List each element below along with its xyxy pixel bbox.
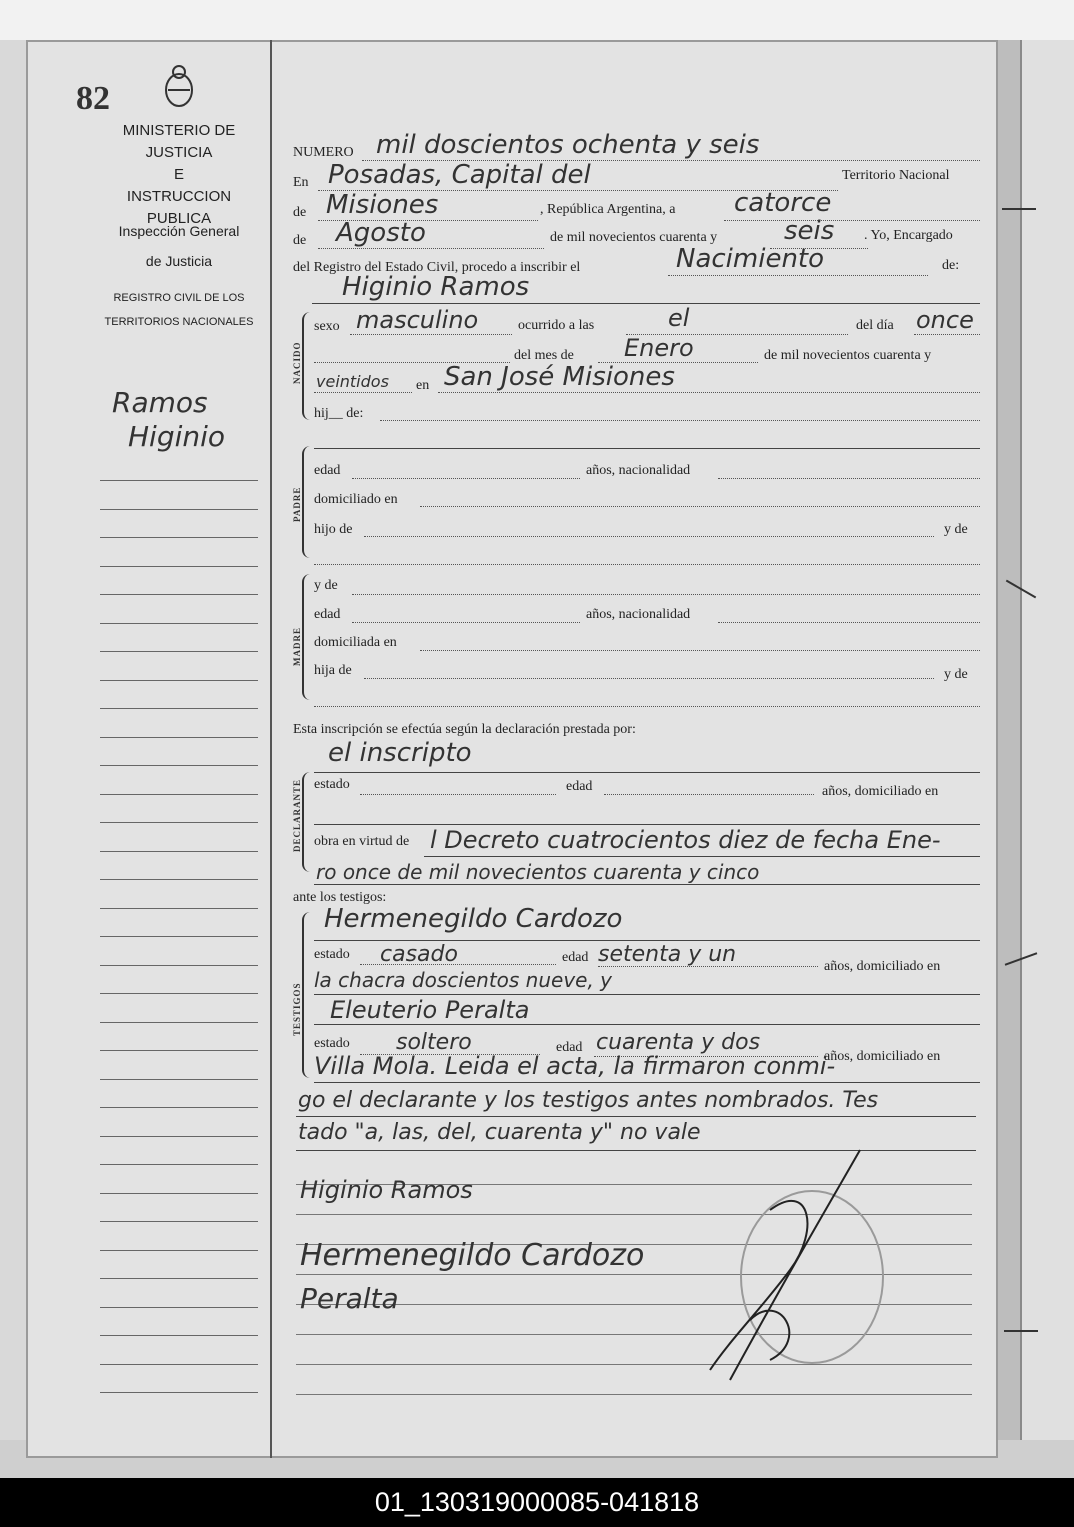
testigo2-nombre: Eleuterio Peralta (330, 996, 530, 1024)
en-value: Posadas, Capital del (328, 160, 591, 190)
testigo1-edad-label: edad (562, 950, 589, 965)
registry-line: TERRITORIOS NACIONALES (104, 316, 254, 328)
declarante-edad-line (604, 794, 814, 795)
book-top-edge (0, 0, 1074, 40)
book-spine (998, 40, 1020, 1460)
margin-ruled-line (100, 651, 258, 652)
testigo2-dom-line (314, 1082, 980, 1083)
obra-label: obra en virtud de (314, 834, 410, 849)
territorio-label: Territorio Nacional (842, 168, 950, 183)
testigo1-domicilio: la chacra doscientos nueve, y (314, 968, 613, 992)
signature-testigo2: Peralta (300, 1282, 399, 1315)
margin-ruled-line (100, 1221, 258, 1222)
madre-y-de2-label: y de (944, 667, 968, 682)
declarante-section-label: DECLARANTE (292, 778, 302, 852)
anio-nac-value: veintidos (316, 372, 389, 391)
obra-value-2: ro once de mil novecientos cuarenta y cinco (316, 860, 760, 884)
hijo-de-label: hijo de (314, 522, 353, 537)
signature-ruled-line (296, 1364, 972, 1365)
registry-line: REGISTRO CIVIL DE LOS (113, 292, 245, 304)
padre-y-de-label: y de (944, 522, 968, 537)
del-dia-value: once (916, 306, 974, 334)
hijo-line (380, 420, 980, 421)
ante-label: ante los testigos: (293, 890, 387, 905)
testigo1-line (314, 940, 980, 941)
declarante-anios-label: años, domiciliado en (822, 784, 939, 799)
padre-blank-line (314, 564, 980, 565)
declarante-value: el inscripto (328, 738, 472, 768)
madre-y-de-label: y de (314, 578, 338, 593)
signature-ruled-line (296, 1214, 972, 1215)
testigo2-edad: cuarenta y dos (596, 1030, 761, 1055)
del-dia-line (914, 334, 980, 335)
madre-edad-label: edad (314, 607, 341, 622)
inspection-line: de Justicia (145, 253, 213, 269)
obra-line (424, 856, 980, 857)
dia-line (724, 220, 980, 221)
declarante-edad-label: edad (566, 779, 593, 794)
binding-stitch (1004, 1330, 1038, 1332)
ministry-heading (96, 120, 262, 230)
registro-label: del Registro del Estado Civil, procedo a inscribir el (293, 260, 581, 275)
padre-edad-label: edad (314, 463, 341, 478)
margin-ruled-line (100, 879, 258, 880)
binding-stitch (1002, 208, 1036, 210)
mes-value: Agosto (336, 218, 426, 248)
de-label: de (293, 205, 307, 220)
margin-ruled-line (100, 1107, 258, 1108)
testigo1-dom-line (314, 994, 980, 995)
testigo2-domicilio: Villa Mola. Leida el acta, la firmaron conmi- (314, 1052, 836, 1080)
testigo1-estado: casado (380, 942, 458, 967)
yo-label: . Yo, Encargado (864, 228, 953, 243)
nacido-section-label: NACIDO (292, 341, 302, 384)
domiciliada-label: domiciliada en (314, 635, 397, 650)
del-mes-label: del mes de (514, 348, 574, 363)
inspection-line: Inspección General (118, 223, 240, 239)
mes-line (318, 248, 544, 249)
coat-of-arms-icon (162, 64, 196, 108)
margin-ruled-line (100, 993, 258, 994)
cierre-text-2: tado "a, las, del, cuarenta y" no vale (298, 1120, 701, 1145)
margin-ruled-line (100, 1136, 258, 1137)
padre-brace (302, 446, 310, 558)
sexo-label: sexo (314, 319, 340, 334)
margin-ruled-line (100, 1250, 258, 1251)
dia-value: catorce (734, 188, 832, 218)
de3-label: de: (942, 258, 960, 273)
margin-ruled-line (100, 794, 258, 795)
testigo1-nombre: Hermenegildo Cardozo (324, 904, 623, 934)
cierre-text-1: go el declarante y los testigos antes nombrados. Tes (298, 1088, 879, 1113)
signature-ruled-line (296, 1394, 972, 1395)
declarante-dom-line (314, 824, 980, 825)
margin-ruled-line (100, 936, 258, 937)
margin-ruled-line (100, 594, 258, 595)
en2-label: en (416, 378, 430, 393)
nombre-line (312, 303, 980, 304)
margin-ruled-line (100, 1335, 258, 1336)
testigos-brace (302, 912, 310, 1078)
nombre-value: Higinio Ramos (342, 272, 530, 302)
scan-id-footer: 01_130319000085-041818 (0, 1478, 1074, 1527)
testigo1-anios-label: años, domiciliado en (824, 959, 941, 974)
en-label: En (293, 175, 309, 190)
page-number: 82 (76, 80, 110, 117)
nacido-brace (302, 312, 310, 420)
sexo-value: masculino (356, 306, 479, 334)
acto-line (668, 275, 928, 276)
margin-ruled-line (100, 1050, 258, 1051)
testigo2-estado-label: estado (314, 1036, 350, 1051)
hijo-de-line (364, 536, 934, 537)
margin-ruled-line (100, 737, 258, 738)
margin-ruled-line (100, 1307, 258, 1308)
margin-ruled-line (100, 708, 258, 709)
padre-domicilio-line (420, 506, 980, 507)
lugar-line (438, 392, 980, 393)
de-mil-label: de mil novecientos cuarenta y (764, 348, 932, 363)
margin-ruled-line (100, 908, 258, 909)
signature-testigo1: Hermenegildo Cardozo (300, 1238, 645, 1273)
madre-domicilio-line (420, 650, 980, 651)
margin-ruled-line (100, 509, 258, 510)
obra-value-1: l Decreto cuatrocientos diez de fecha Ene- (430, 826, 941, 854)
cierre-line-1 (296, 1116, 976, 1117)
de-value: Misiones (326, 190, 439, 220)
testigo1-estado-label: estado (314, 947, 350, 962)
madre-brace (302, 574, 310, 700)
declarante-estado-line (360, 794, 556, 795)
testigo1-edad: setenta y un (598, 942, 737, 967)
madre-nac-line (718, 622, 980, 623)
margin-ruled-line (100, 537, 258, 538)
numero-value: mil doscientos ochenta y seis (376, 130, 760, 160)
adjacent-page (1020, 40, 1074, 1460)
madre-section-label: MADRE (292, 627, 302, 666)
margin-ruled-line (100, 1022, 258, 1023)
declarante-brace (302, 772, 310, 872)
registry-heading (96, 286, 262, 334)
padre-edad-line (352, 478, 580, 479)
margin-ruled-line (100, 1164, 258, 1165)
anio-nac-line (314, 392, 412, 393)
madre-edad-line (352, 622, 580, 623)
official-signature-scribble (670, 1140, 870, 1390)
madre-blank-line (314, 706, 980, 707)
separator-line (314, 448, 980, 449)
madre-anios-label: años, nacionalidad (586, 607, 691, 622)
margin-surname: Ramos (112, 386, 208, 419)
obra-line-2 (314, 884, 980, 885)
anio-label: de mil novecientos cuarenta y (550, 230, 718, 245)
ministry-line: INSTRUCCION PUBLICA (126, 188, 232, 227)
padre-anios-label: años, nacionalidad (586, 463, 691, 478)
margin-ruled-line (100, 851, 258, 852)
margin-ruled-line (100, 1079, 258, 1080)
margin-ruled-line (100, 1364, 258, 1365)
anio-value: seis (784, 216, 835, 246)
margin-ruled-line (100, 680, 258, 681)
margin-given-name: Higinio (128, 420, 226, 453)
madre-y-de-line (352, 594, 980, 595)
hija-de-line (364, 678, 934, 679)
hijo-label: hij__ de: (314, 406, 364, 421)
margin-ruled-line (100, 1278, 258, 1279)
declarante-estado-label: estado (314, 777, 350, 792)
ministry-line: MINISTERIO DE JUSTICIA (122, 122, 236, 161)
padre-section-label: PADRE (292, 486, 302, 522)
margin-ruled-line (100, 566, 258, 567)
testigo2-edad-label: edad (556, 1040, 583, 1055)
declarante-line (314, 772, 980, 773)
ministry-line: E (173, 166, 184, 183)
hija-de-label: hija de (314, 663, 352, 678)
margin-ruled-line (100, 480, 258, 481)
testigo2-line (314, 1024, 980, 1025)
padre-domiciliado-label: domiciliado en (314, 492, 398, 507)
margin-ruled-line (100, 1193, 258, 1194)
padre-nac-line (718, 478, 980, 479)
testigo2-anios-label: años, domiciliado en (824, 1049, 941, 1064)
margin-ruled-line (100, 623, 258, 624)
republica-label: , República Argentina, a (540, 202, 676, 217)
signature-ruled-line (296, 1334, 972, 1335)
hora-value: el (668, 304, 690, 332)
ocurrido-label: ocurrido a las (518, 318, 595, 333)
margin-ruled-line (100, 822, 258, 823)
lugar-value: San José Misiones (444, 362, 675, 392)
testigos-section-label: TESTIGOS (292, 982, 302, 1036)
inspection-heading (96, 216, 262, 276)
margin-ruled-line (100, 1392, 258, 1393)
acto-value: Nacimiento (676, 244, 825, 274)
testigo2-estado: soltero (396, 1030, 472, 1055)
cierre-line-2 (296, 1150, 976, 1151)
margin-ruled-line (100, 765, 258, 766)
sexo-line (350, 334, 512, 335)
del-dia-label: del día (856, 318, 894, 333)
numero-label: NUMERO (293, 145, 354, 160)
de2-label: de (293, 233, 307, 248)
margin-ruled-line (100, 965, 258, 966)
signature-declarante: Higinio Ramos (300, 1176, 473, 1204)
inscripcion-label: Esta inscripción se efectúa según la declaración prestada por: (293, 722, 636, 737)
del-mes-value: Enero (624, 334, 694, 362)
